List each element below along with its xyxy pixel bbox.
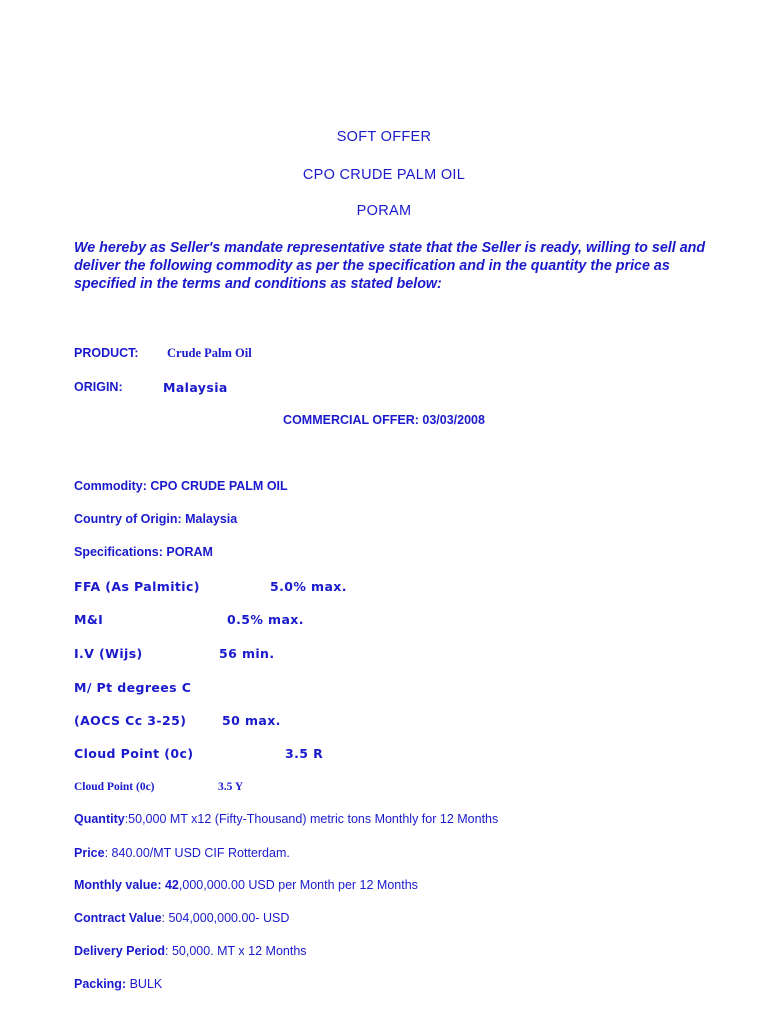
delivery-period-value: : 50,000. MT x 12 Months <box>165 944 307 958</box>
contract-value-label: Contract Value <box>74 911 162 925</box>
delivery-period-label: Delivery Period <box>74 944 166 958</box>
spec-iv-value: 56 min. <box>219 646 275 661</box>
delivery-period-line <box>74 944 307 958</box>
contract-value-line <box>74 911 289 925</box>
contract-value-value: : 504,000,000.00- USD <box>161 911 290 925</box>
origin-value: Malaysia <box>163 380 228 395</box>
doc-title: SOFT OFFER <box>336 129 432 145</box>
price-label: Price <box>74 846 105 860</box>
product-label: PRODUCT: <box>74 346 139 360</box>
quantity-value: :50,000 MT x12 (Fifty-Thousand) metric tons Monthly for 12 Months <box>124 812 499 826</box>
spec-mpt-label: M/ Pt degrees C <box>74 680 192 695</box>
spec-cloud-point-2-label: Cloud Point (0c) <box>74 781 155 793</box>
monthly-value-value: ,000,000.00 USD per Month per 12 Months <box>178 878 418 892</box>
spec-cloud-point-2-value: 3.5 Y <box>218 781 244 793</box>
spec-aocs-label: (AOCS Cc 3-25) <box>74 713 187 728</box>
doc-subtitle: CPO CRUDE PALM OIL <box>302 167 466 183</box>
product-value: Crude Palm Oil <box>167 346 252 360</box>
monthly-value-line <box>74 878 418 892</box>
origin-label: ORIGIN: <box>74 380 123 394</box>
spec-mi-value: 0.5% max. <box>227 612 304 627</box>
specifications-line <box>74 545 213 559</box>
doc-grade: PORAM <box>356 203 412 219</box>
country-of-origin: Country of Origin: Malaysia <box>74 512 238 526</box>
spec-aocs-value: 50 max. <box>222 713 281 728</box>
commodity-line <box>74 479 288 493</box>
spec-iv-label: I.V (Wijs) <box>74 646 143 661</box>
spec-ffa-label: FFA (As Palmitic) <box>74 579 200 594</box>
commercial-offer: COMMERCIAL OFFER: 03/03/2008 <box>283 413 485 427</box>
monthly-value-label: Monthly value: 42 <box>74 878 179 892</box>
packing-value: BULK <box>126 977 163 991</box>
spec-cloud-point-label: Cloud Point (0c) <box>74 746 194 761</box>
packing-label: Packing: <box>74 977 127 991</box>
price-value: : 840.00/MT USD CIF Rotterdam. <box>104 846 290 860</box>
spec-mi-label: M&I <box>74 612 104 627</box>
intro-paragraph: We hereby as Seller's mandate representative state that the Seller is ready, willing to sell and deliver the following commodity as per the specification and in the quantity the price as specified in the terms and conditions as stated below: <box>74 240 706 292</box>
quantity-line <box>74 812 498 826</box>
specifications-value: : PORAM <box>158 545 213 559</box>
spec-ffa-value: 5.0% max. <box>270 579 347 594</box>
specifications-label: Specifications <box>74 545 159 559</box>
quantity-label: Quantity <box>74 812 125 826</box>
spec-cloud-point-value: 3.5 R <box>285 746 324 761</box>
price-line <box>74 846 290 860</box>
packing-line <box>74 977 162 991</box>
product-line <box>74 346 139 360</box>
commodity-value: : CPO CRUDE PALM OIL <box>142 479 288 493</box>
commodity-label: Commodity <box>74 479 143 493</box>
